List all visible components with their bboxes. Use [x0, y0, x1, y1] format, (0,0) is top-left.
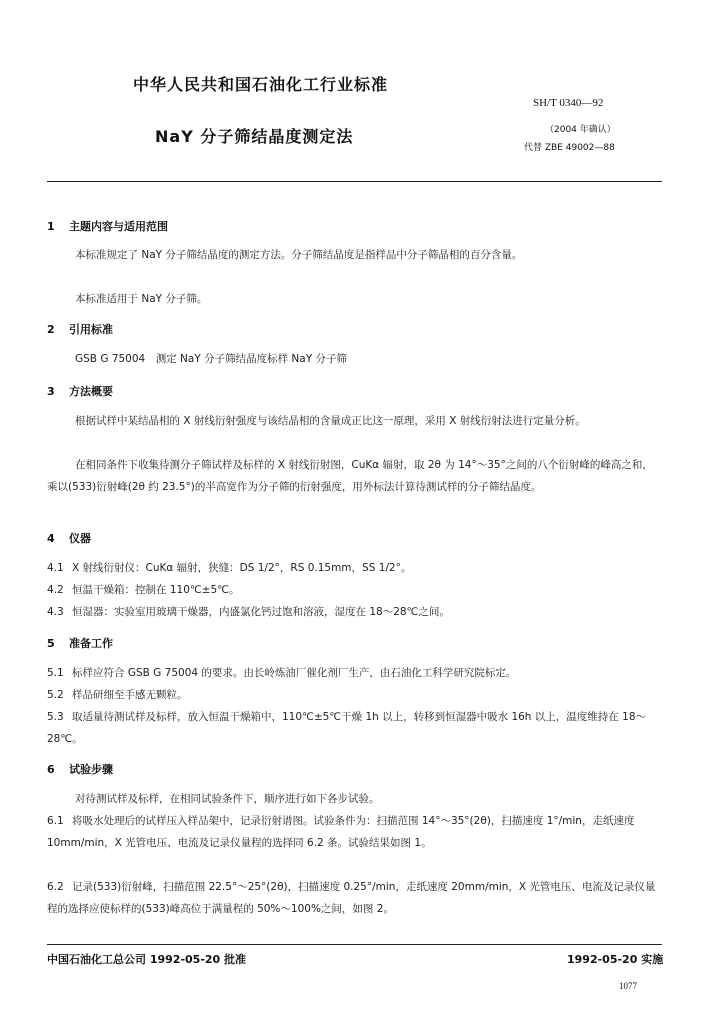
section-4-item: 4.1 X 射线衍射仪：CuKα 辐射，狭缝：DS 1/2°，RS 0.15mm，SS 1/2°。	[47, 562, 412, 574]
replacement-note: 代替 ZBE 49002—88	[524, 143, 615, 153]
document-title: NaY 分子筛结晶度测定法	[155, 127, 354, 146]
section-4-heading: 4 仪器	[47, 532, 91, 545]
confirmation-note: （2004 年确认）	[545, 125, 616, 135]
section-1-paragraph-1: 本标准规定了 NaY 分子筛结晶度的测定方法。分子筛结晶度是指样品中分子筛晶相的百分含量。	[75, 249, 523, 261]
section-4-item: 4.2 恒温干燥箱：控制在 110℃±5℃。	[47, 584, 240, 596]
implementation-date: 1992-05-20 实施	[567, 953, 664, 966]
section-5-item: 5.1 标样应符合 GSB G 75004 的要求。由长岭炼油厂催化剂厂生产，由石油化工科学研究院标定。	[47, 667, 517, 679]
section-1-paragraph-2: 本标准适用于 NaY 分子筛。	[75, 293, 208, 305]
section-2-paragraph-1: GSB G 75004 测定 NaY 分子筛结晶度标样 NaY 分子筛	[75, 353, 347, 365]
section-6-heading: 6 试验步骤	[47, 763, 113, 776]
page-number: 1077	[619, 981, 637, 991]
section-1-heading: 1 主题内容与适用范围	[47, 220, 168, 233]
footer-rule	[47, 944, 662, 945]
section-2-heading: 2 引用标准	[47, 323, 113, 336]
section-6-intro: 对待测试样及标样，在相同试验条件下，顺序进行如下各步试验。	[75, 793, 380, 805]
standard-category-title: 中华人民共和国石油化工行业标准	[133, 75, 389, 94]
section-3-paragraph-1: 根据试样中某结晶相的 X 射线衍射强度与该结晶相的含量成正比这一原理，采用 X 射线衍射法进行定量分析。	[75, 415, 586, 427]
section-6-item: 6.2 记录(533)衍射峰，扫描范围 22.5°～25°(2θ)，扫描速度 0.25°/min，走纸速度 20mm/min，X 光管电压、电流及记录仪量程的选择应使标样的(533)峰高位于满量程的 50%～100%之间，如图 2。	[47, 881, 656, 915]
section-5-item: 5.3 取适量待测试样及标样，放入恒温干燥箱中，110℃±5℃干燥 1h 以上，转移到恒湿器中吸水 16h 以上，温度维持在 18～28℃。	[47, 711, 647, 745]
section-3-heading: 3 方法概要	[47, 385, 113, 398]
standard-code: SH/T 0340—92	[533, 97, 604, 109]
section-4-item: 4.3 恒湿器：实验室用玻璃干燥器，内盛氯化钙过饱和溶液，湿度在 18～28℃之间。	[47, 606, 450, 618]
section-5-item: 5.2 样品研细至手感无颗粒。	[47, 689, 188, 701]
section-3-paragraph-2: 在相同条件下收集待测分子筛试样及标样的 X 射线衍射图，CuKα 辐射，取 2θ 为 14°～35°之间的八个衍射峰的峰高之和，乘以(533)衍射峰(2θ 约 23.5°)的半高宽作为分子筛的衍射强度，用外标法计算待测试样的分子筛结晶度。	[47, 459, 653, 493]
section-6-item: 6.1 将吸水处理后的试样压入样品架中，记录衍射谱图。试验条件为：扫描范围 14°～35°(2θ)，扫描速度 1°/min，走纸速度 10mm/min，X 光管电压、电流及记录仪量程的选择同 6.2 条。试验结果如图 1。	[47, 815, 635, 849]
approval-note: 中国石油化工总公司 1992-05-20 批准	[47, 953, 247, 966]
section-5-heading: 5 准备工作	[47, 637, 113, 650]
header-rule	[47, 181, 662, 182]
